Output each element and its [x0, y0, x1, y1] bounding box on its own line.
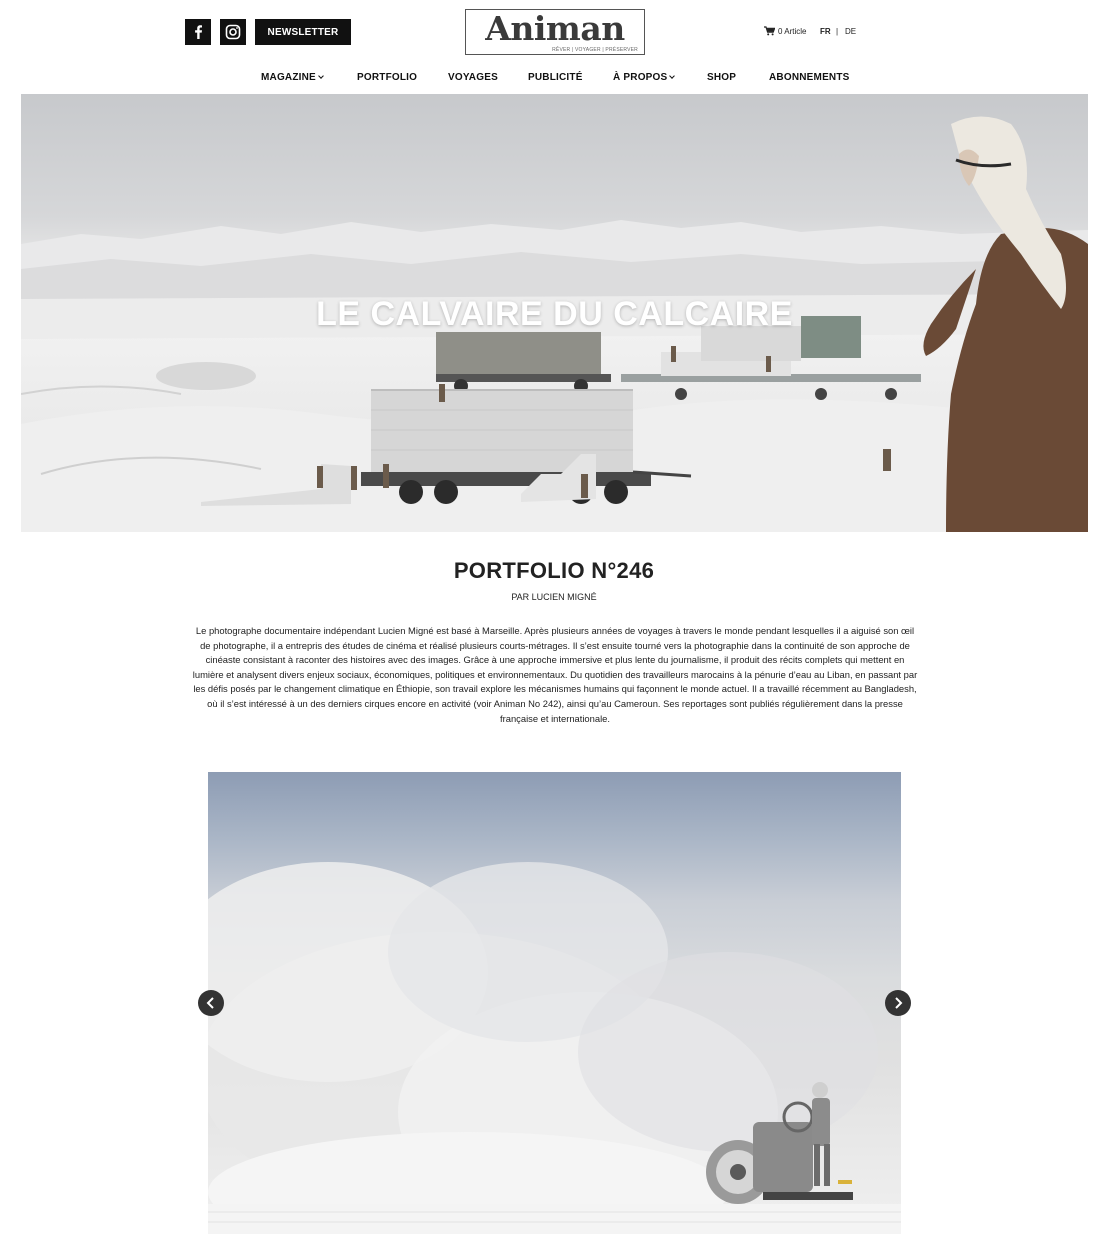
- nav-item-label: ABONNEMENTS: [769, 72, 850, 83]
- photo-slider[interactable]: [208, 772, 901, 1234]
- facebook-icon: [192, 25, 204, 39]
- logo-wordmark: Animan: [485, 9, 625, 48]
- nav-item-voyages[interactable]: [448, 72, 498, 83]
- slider-next-button[interactable]: [885, 990, 911, 1016]
- nav-item-a-propos[interactable]: [613, 72, 674, 83]
- facebook-link[interactable]: [185, 19, 211, 45]
- nav-item-label: PUBLICITÉ: [528, 72, 583, 83]
- language-de[interactable]: DE: [845, 27, 857, 36]
- instagram-icon: [225, 24, 241, 40]
- nav-item-portfolio[interactable]: [357, 72, 417, 83]
- portfolio-author: PAR LUCIEN MIGNÉ: [511, 592, 597, 602]
- nav-item-label: SHOP: [707, 72, 737, 83]
- chevron-down-icon: [670, 73, 676, 79]
- hero-title: LE CALVAIRE DU CALCAIRE: [316, 295, 793, 333]
- nav-item-abonnements[interactable]: [769, 72, 850, 83]
- logo-tagline: RÊVER | VOYAGER | PRÉSERVER: [552, 47, 638, 53]
- portfolio-description: Le photographe documentaire indépendant Lucien Migné est basé à Marseille. Après plusieurs années de voyages à travers le monde pendant lesquelles il a aiguisé son œil de photographe, il a entrepris des études de cinéma et réalisé plusieurs courts-métrages. Il s’est ensuite tourné vers la photographie dans la continuité de son approche de cinéaste consistant à raconter des histoires avec des images. Grâce à une approche immersive et plus lente du journalisme, il produit des récits complets qui mettent en lumière et analysent divers enjeux sociaux, économiques, politiques et environnementaux. Du quotidien des travailleurs marocains à la pénurie d’eau au Liban, en passant par les défis posés par le changement climatique en Éthiopie, son travail explore les mécanismes humains qui façonnent le monde actuel. Il a travaillé récemment au Bangladesh, où il s’est intéressé à un des derniers cirques encore en activité (voir Animan No 242), ainsi qu’au Cameroun. Ses reportages sont publiés régulièrement dans la presse française et internationale.: [192, 625, 918, 724]
- nav-item-magazine[interactable]: [261, 72, 323, 83]
- nav-item-shop[interactable]: [707, 72, 736, 83]
- slider-prev-button[interactable]: [198, 990, 224, 1016]
- language-separator: |: [836, 27, 839, 36]
- hero-banner: [21, 94, 1088, 532]
- nav-item-label: PORTFOLIO: [357, 72, 418, 83]
- site-logo[interactable]: [465, 9, 645, 55]
- portfolio-title: PORTFOLIO N°246: [453, 558, 655, 583]
- cart-count-label: 0 Article: [778, 26, 807, 36]
- cart-link[interactable]: [764, 26, 806, 36]
- chevron-right-icon: [893, 997, 903, 1009]
- cart-icon: [764, 26, 775, 36]
- nav-item-publicite[interactable]: [528, 72, 583, 83]
- slide-photo: [208, 772, 901, 1234]
- newsletter-button[interactable]: NEWSLETTER: [255, 19, 351, 45]
- nav-item-label: VOYAGES: [448, 72, 498, 83]
- language-fr[interactable]: FR: [820, 27, 831, 36]
- instagram-link[interactable]: [220, 19, 246, 45]
- nav-item-label: MAGAZINE: [261, 72, 316, 83]
- chevron-down-icon: [318, 73, 324, 79]
- main-nav: [0, 68, 1108, 88]
- nav-item-label: À PROPOS: [613, 72, 668, 83]
- site-header: [0, 0, 1108, 62]
- chevron-left-icon: [206, 997, 216, 1009]
